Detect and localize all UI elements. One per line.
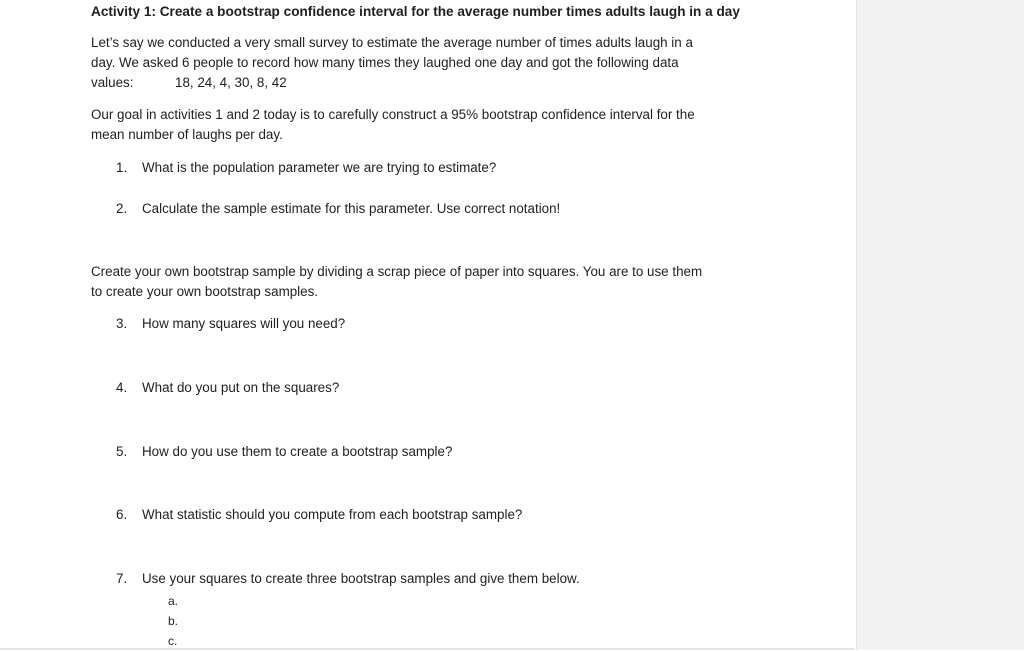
question-text: What is the population parameter we are trying to estimate? bbox=[142, 160, 497, 175]
question-number: 2. bbox=[116, 201, 128, 216]
bootstrap-intro-line: to create your own bootstrap samples. bbox=[91, 284, 319, 299]
data-values: 18, 24, 4, 30, 8, 42 bbox=[175, 75, 287, 90]
values-label: values: bbox=[91, 75, 134, 90]
intro-paragraph bbox=[91, 33, 751, 93]
window-background-margin bbox=[856, 0, 1024, 650]
question-1 bbox=[116, 158, 496, 178]
question-text: What do you put on the squares? bbox=[142, 380, 340, 395]
question-7 bbox=[116, 569, 580, 589]
question-number: 4. bbox=[116, 380, 128, 395]
question-5 bbox=[116, 442, 452, 462]
question-text: What statistic should you compute from each bootstrap sample? bbox=[142, 507, 523, 522]
sub-item-a: a. bbox=[168, 594, 179, 608]
question-number: 7. bbox=[116, 571, 128, 586]
goal-line: mean number of laughs per day. bbox=[91, 127, 283, 142]
question-4 bbox=[116, 378, 339, 398]
question-text: Use your squares to create three bootstrap samples and give them below. bbox=[142, 571, 580, 586]
sub-item-b: b. bbox=[168, 614, 179, 628]
question-text: Calculate the sample estimate for this parameter. Use correct notation! bbox=[142, 201, 561, 216]
goal-line: Our goal in activities 1 and 2 today is to carefully construct a 95% bootstrap confidence interval for the bbox=[91, 107, 695, 122]
question-3 bbox=[116, 314, 345, 334]
activity-heading: Activity 1: Create a bootstrap confidence interval for the average number times adults laugh in a day bbox=[91, 4, 740, 19]
question-2 bbox=[116, 199, 560, 219]
goal-paragraph bbox=[91, 105, 751, 145]
question-number: 5. bbox=[116, 444, 128, 459]
bootstrap-intro-line: Create your own bootstrap sample by dividing a scrap piece of paper into squares. You are to use them bbox=[91, 264, 703, 279]
bootstrap-intro-paragraph bbox=[91, 262, 751, 302]
sub-item-c: c. bbox=[168, 634, 178, 648]
question-6 bbox=[116, 505, 522, 525]
question-text: How many squares will you need? bbox=[142, 316, 346, 331]
question-number: 6. bbox=[116, 507, 128, 522]
data-values-row bbox=[91, 73, 751, 93]
question-number: 1. bbox=[116, 160, 128, 175]
question-number: 3. bbox=[116, 316, 128, 331]
intro-line: day. We asked 6 people to record how many times they laughed one day and got the following data bbox=[91, 55, 679, 70]
question-text: How do you use them to create a bootstrap sample? bbox=[142, 444, 453, 459]
intro-line: Let’s say we conducted a very small survey to estimate the average number of times adults laugh in a bbox=[91, 35, 693, 50]
